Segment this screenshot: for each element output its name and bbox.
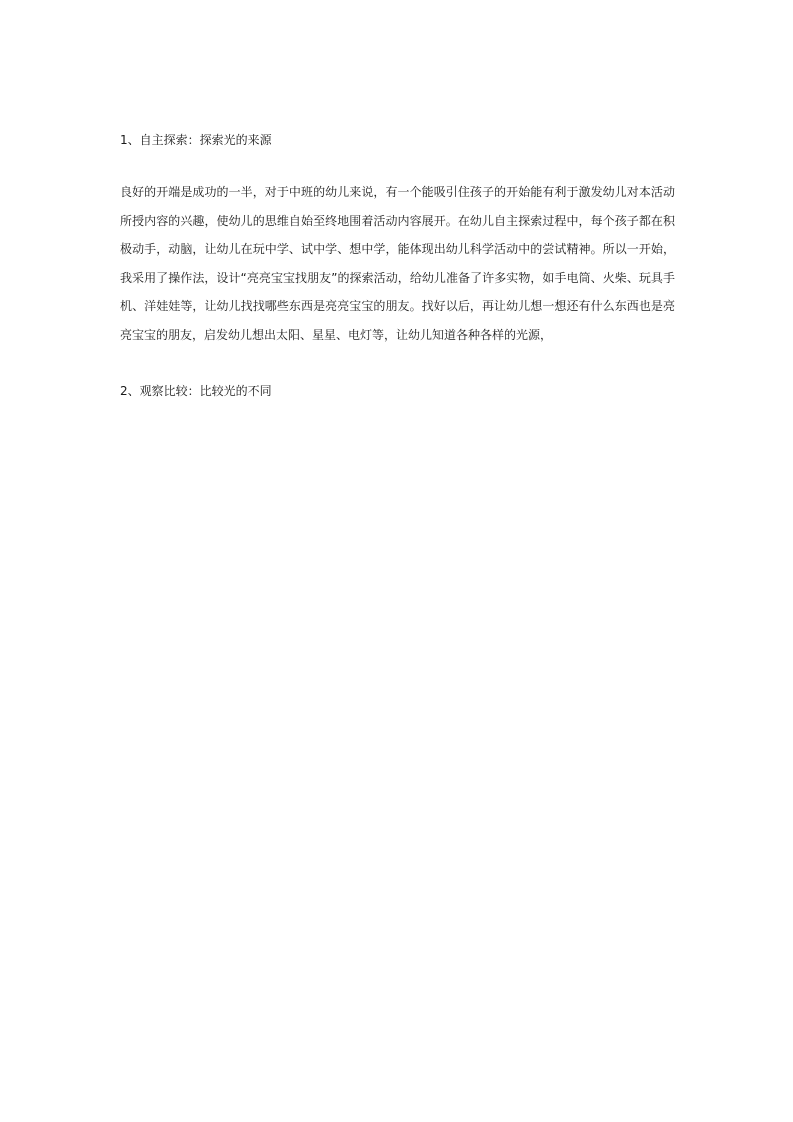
section-heading-2: 2、观察比较：比较光的不同	[120, 384, 272, 398]
section-heading-1: 1、自主探索：探索光的来源	[120, 133, 272, 147]
section-paragraph-1: 良好的开端是成功的一半，对于中班的幼儿来说，有一个能吸引住孩子的开始能有利于激发幼儿对本活动所授内容的兴趣，使幼儿的思维自始至终地围着活动内容展开。在幼儿自主探索过程中，每个孩子都在积极动手，动脑，让幼儿在玩中学、试中学、想中学，能体现出幼儿科学活动中的尝试精神。所以一开始，我采用了操作法，设计“亮亮宝宝找朋友”的探索活动，给幼儿准备了许多实物，如手电筒、火柴、玩具手机、洋娃娃等，让幼儿找找哪些东西是亮亮宝宝的朋友。找好以后，再让幼儿想一想还有什么东西也是亮亮宝宝的朋友，启发幼儿想出太阳、星星、电灯等，让幼儿知道各种各样的光源，	[120, 185, 675, 342]
document-body	[120, 130, 675, 401]
